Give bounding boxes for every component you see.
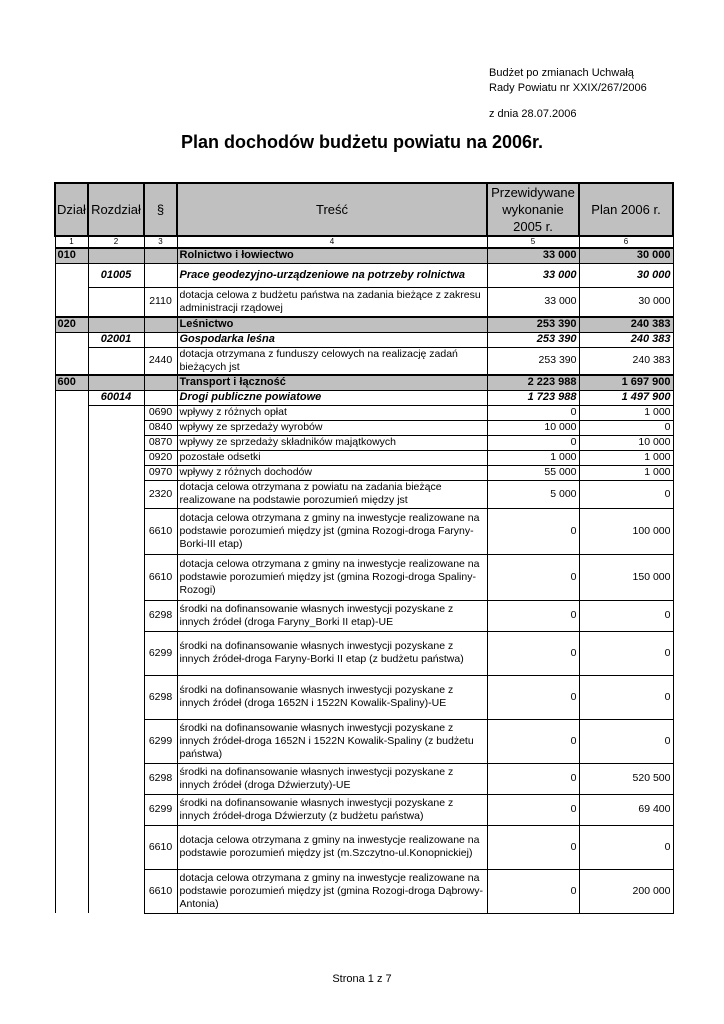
dzial-cell: [55, 508, 88, 554]
paragraf-cell: [144, 375, 177, 390]
value-2006: 1 000: [579, 450, 673, 465]
dzial-cell: [55, 554, 88, 600]
tresc-cell: dotacja celowa otrzymana z gminy na inwestycje realizowane na podstawie porozumień między jst (gmina Rozogi-droga Spaliny-Rozogi): [177, 554, 487, 600]
tresc-cell: środki na dofinansowanie własnych inwestycji pozyskane z innych źródeł-droga 1652N i 1522N Kowalik-Spaliny (z budżetu państwa): [177, 719, 487, 763]
value-2005: 0: [487, 600, 579, 631]
value-2006: 520 500: [579, 763, 673, 794]
rozdzial-cell: [88, 317, 144, 332]
tresc-cell: wpływy z różnych dochodów: [177, 465, 487, 480]
rozdzial-cell: [88, 480, 144, 508]
value-2006: 1 497 900: [579, 390, 673, 405]
table-row: [55, 508, 673, 554]
table-row: [55, 600, 673, 631]
value-2006: 0: [579, 675, 673, 719]
value-2006: 0: [579, 600, 673, 631]
dzial-cell: [55, 405, 88, 420]
value-2006: 1 000: [579, 405, 673, 420]
table-row: [55, 763, 673, 794]
rozdzial-cell: [88, 420, 144, 435]
tresc-cell: dotacja celowa otrzymana z powiatu na zadania bieżące realizowane na podstawie porozumień między jst: [177, 480, 487, 508]
rozdzial-cell: [88, 465, 144, 480]
tresc-cell: wpływy z różnych opłat: [177, 405, 487, 420]
table-row: [55, 480, 673, 508]
value-2006: 69 400: [579, 794, 673, 825]
value-2005: 0: [487, 405, 579, 420]
header-date: z dnia 28.07.2006: [489, 108, 577, 120]
value-2006: 0: [579, 480, 673, 508]
rozdzial-cell: [88, 435, 144, 450]
tresc-cell: dotacja celowa z budżetu państwa na zadania bieżące z zakresu administracji rządowej: [177, 287, 487, 317]
column-header-rozdzial: Rozdział: [88, 183, 144, 236]
header-resolution-line1: Budżet po zmianach Uchwałą: [489, 67, 634, 79]
dzial-cell: [55, 420, 88, 435]
column-number: 3: [144, 236, 177, 248]
column-number: 4: [177, 236, 487, 248]
paragraf-code: 2320: [144, 480, 177, 508]
rozdzial-cell: [88, 554, 144, 600]
rozdzial-code: 01005: [88, 263, 144, 287]
dzial-cell: [55, 263, 88, 287]
tresc-cell: pozostałe odsetki: [177, 450, 487, 465]
table-row: [55, 675, 673, 719]
rozdzial-cell: [88, 375, 144, 390]
tresc-cell: środki na dofinansowanie własnych inwestycji pozyskane z innych źródeł (droga Dźwierzuty)-UE: [177, 763, 487, 794]
value-2005: 33 000: [487, 287, 579, 317]
value-2005: 33 000: [487, 263, 579, 287]
page-title: Plan dochodów budżetu powiatu na 2006r.: [180, 132, 544, 152]
value-2005: 0: [487, 435, 579, 450]
table-row: [55, 287, 673, 317]
value-2006: 150 000: [579, 554, 673, 600]
dzial-cell: [55, 480, 88, 508]
dzial-code: 020: [55, 317, 88, 332]
paragraf-code: 6610: [144, 508, 177, 554]
value-2005: 55 000: [487, 465, 579, 480]
dzial-cell: [55, 332, 88, 347]
column-header-paragraf: §: [144, 183, 177, 236]
table-row: [55, 869, 673, 913]
paragraf-code: 6298: [144, 675, 177, 719]
column-number-row: [55, 236, 673, 248]
table-row: [55, 631, 673, 675]
paragraf-code: 0920: [144, 450, 177, 465]
value-2005: 0: [487, 508, 579, 554]
paragraf-cell: [144, 263, 177, 287]
table-row: [55, 719, 673, 763]
dzial-cell: [55, 794, 88, 825]
column-number: 1: [55, 236, 88, 248]
value-2005: 33 000: [487, 248, 579, 263]
rozdzial-cell: [88, 794, 144, 825]
value-2006: 30 000: [579, 263, 673, 287]
value-2005: 0: [487, 554, 579, 600]
value-2006: 1 697 900: [579, 375, 673, 390]
rozdzial-cell: [88, 347, 144, 375]
dzial-cell: [55, 435, 88, 450]
tresc-cell: Prace geodezyjno-urządzeniowe na potrzeby rolnictwa: [177, 263, 487, 287]
paragraf-code: 0970: [144, 465, 177, 480]
tresc-cell: wpływy ze sprzedaży składników majątkowych: [177, 435, 487, 450]
dzial-cell: [55, 675, 88, 719]
value-2005: 1 000: [487, 450, 579, 465]
column-header-tresc: Treść: [177, 183, 487, 236]
tresc-cell: środki na dofinansowanie własnych inwestycji pozyskane z innych źródeł-droga Faryny-Borki II etap (z budżetu państwa): [177, 631, 487, 675]
paragraf-cell: [144, 317, 177, 332]
paragraf-code: 6299: [144, 719, 177, 763]
table-row: [55, 794, 673, 825]
dzial-cell: [55, 287, 88, 317]
paragraf-code: 6299: [144, 631, 177, 675]
paragraf-code: 6298: [144, 600, 177, 631]
tresc-cell: dotacja celowa otrzymana z gminy na inwestycje realizowane na podstawie porozumień między jst (m.Szczytno-ul.Konopnickiej): [177, 825, 487, 869]
subsection-row: [55, 263, 673, 287]
tresc-cell: Leśnictwo: [177, 317, 487, 332]
rozdzial-cell: [88, 631, 144, 675]
rozdzial-code: 02001: [88, 332, 144, 347]
rozdzial-cell: [88, 825, 144, 869]
table-row: [55, 825, 673, 869]
rozdzial-cell: [88, 869, 144, 913]
tresc-cell: dotacja otrzymana z funduszy celowych na realizację zadań bieżących jst: [177, 347, 487, 375]
value-2005: 1 723 988: [487, 390, 579, 405]
value-2006: 0: [579, 825, 673, 869]
value-2005: 0: [487, 719, 579, 763]
paragraf-code: 0690: [144, 405, 177, 420]
value-2006: 30 000: [579, 287, 673, 317]
value-2006: 240 383: [579, 332, 673, 347]
tresc-cell: środki na dofinansowanie własnych inwestycji pozyskane z innych źródeł-droga Dźwierzuty (z budżetu państwa): [177, 794, 487, 825]
table-row: [55, 465, 673, 480]
dzial-cell: [55, 719, 88, 763]
subsection-row: [55, 332, 673, 347]
value-2005: 2 223 988: [487, 375, 579, 390]
rozdzial-cell: [88, 719, 144, 763]
paragraf-code: 2110: [144, 287, 177, 317]
column-header-plan: Plan 2006 r.: [579, 183, 673, 236]
table-row: [55, 450, 673, 465]
table-row: [55, 435, 673, 450]
paragraf-cell: [144, 390, 177, 405]
value-2006: 240 383: [579, 347, 673, 375]
rozdzial-cell: [88, 508, 144, 554]
table-row: [55, 554, 673, 600]
tresc-cell: środki na dofinansowanie własnych inwestycji pozyskane z innych źródeł (droga Faryny_Borki II etap)-UE: [177, 600, 487, 631]
table-row: [55, 405, 673, 420]
paragraf-cell: [144, 332, 177, 347]
dzial-cell: [55, 450, 88, 465]
value-2005: 0: [487, 794, 579, 825]
column-number: 6: [579, 236, 673, 248]
section-row: [55, 248, 673, 263]
dzial-cell: [55, 869, 88, 913]
rozdzial-cell: [88, 763, 144, 794]
section-row: [55, 375, 673, 390]
value-2006: 0: [579, 420, 673, 435]
value-2005: 0: [487, 675, 579, 719]
rozdzial-cell: [88, 405, 144, 420]
value-2006: 0: [579, 631, 673, 675]
value-2006: 240 383: [579, 317, 673, 332]
header-resolution-line2: Rady Powiatu nr XXIX/267/2006: [489, 82, 647, 94]
value-2005: 253 390: [487, 317, 579, 332]
value-2006: 0: [579, 719, 673, 763]
dzial-cell: [55, 465, 88, 480]
tresc-cell: Rolnictwo i łowiectwo: [177, 248, 487, 263]
rozdzial-cell: [88, 675, 144, 719]
tresc-cell: dotacja celowa otrzymana z gminy na inwestycje realizowane na podstawie porozumień między jst (gmina Rozogi-droga Faryny-Borki-III etap): [177, 508, 487, 554]
table-header-row: [55, 183, 673, 236]
dzial-cell: [55, 763, 88, 794]
value-2005: 5 000: [487, 480, 579, 508]
subsection-row: [55, 390, 673, 405]
value-2005: 0: [487, 869, 579, 913]
dzial-code: 600: [55, 375, 88, 390]
value-2006: 100 000: [579, 508, 673, 554]
table-row: [55, 420, 673, 435]
value-2006: 10 000: [579, 435, 673, 450]
paragraf-code: 2440: [144, 347, 177, 375]
dzial-cell: [55, 390, 88, 405]
paragraf-code: 0840: [144, 420, 177, 435]
paragraf-code: 0870: [144, 435, 177, 450]
value-2005: 253 390: [487, 347, 579, 375]
tresc-cell: Drogi publiczne powiatowe: [177, 390, 487, 405]
dzial-cell: [55, 600, 88, 631]
column-number: 2: [88, 236, 144, 248]
dzial-code: 010: [55, 248, 88, 263]
section-row: [55, 317, 673, 332]
rozdzial-cell: [88, 600, 144, 631]
value-2005: 0: [487, 631, 579, 675]
page-number: Strona 1 z 7: [332, 973, 392, 985]
rozdzial-cell: [88, 450, 144, 465]
value-2006: 200 000: [579, 869, 673, 913]
dzial-cell: [55, 631, 88, 675]
column-header-dzial: Dział: [55, 183, 88, 236]
value-2005: 253 390: [487, 332, 579, 347]
paragraf-code: 6610: [144, 825, 177, 869]
budget-table: [54, 182, 674, 914]
rozdzial-cell: [88, 287, 144, 317]
table-row: [55, 347, 673, 375]
value-2006: 1 000: [579, 465, 673, 480]
rozdzial-cell: [88, 248, 144, 263]
tresc-cell: Transport i łączność: [177, 375, 487, 390]
dzial-cell: [55, 825, 88, 869]
value-2005: 10 000: [487, 420, 579, 435]
dzial-cell: [55, 347, 88, 375]
tresc-cell: wpływy ze sprzedaży wyrobów: [177, 420, 487, 435]
paragraf-code: 6610: [144, 869, 177, 913]
paragraf-code: 6610: [144, 554, 177, 600]
paragraf-cell: [144, 248, 177, 263]
column-header-przewidywane: Przewidywane wykonanie 2005 r.: [487, 183, 579, 236]
column-number: 5: [487, 236, 579, 248]
value-2006: 30 000: [579, 248, 673, 263]
tresc-cell: środki na dofinansowanie własnych inwestycji pozyskane z innych źródeł (droga 1652N i 1522N Kowalik-Spaliny)-UE: [177, 675, 487, 719]
value-2005: 0: [487, 763, 579, 794]
tresc-cell: Gospodarka leśna: [177, 332, 487, 347]
tresc-cell: dotacja celowa otrzymana z gminy na inwestycje realizowane na podstawie porozumień między jst (gmina Rozogi-droga Dąbrowy-Antonia): [177, 869, 487, 913]
value-2005: 0: [487, 825, 579, 869]
paragraf-code: 6298: [144, 763, 177, 794]
paragraf-code: 6299: [144, 794, 177, 825]
rozdzial-code: 60014: [88, 390, 144, 405]
